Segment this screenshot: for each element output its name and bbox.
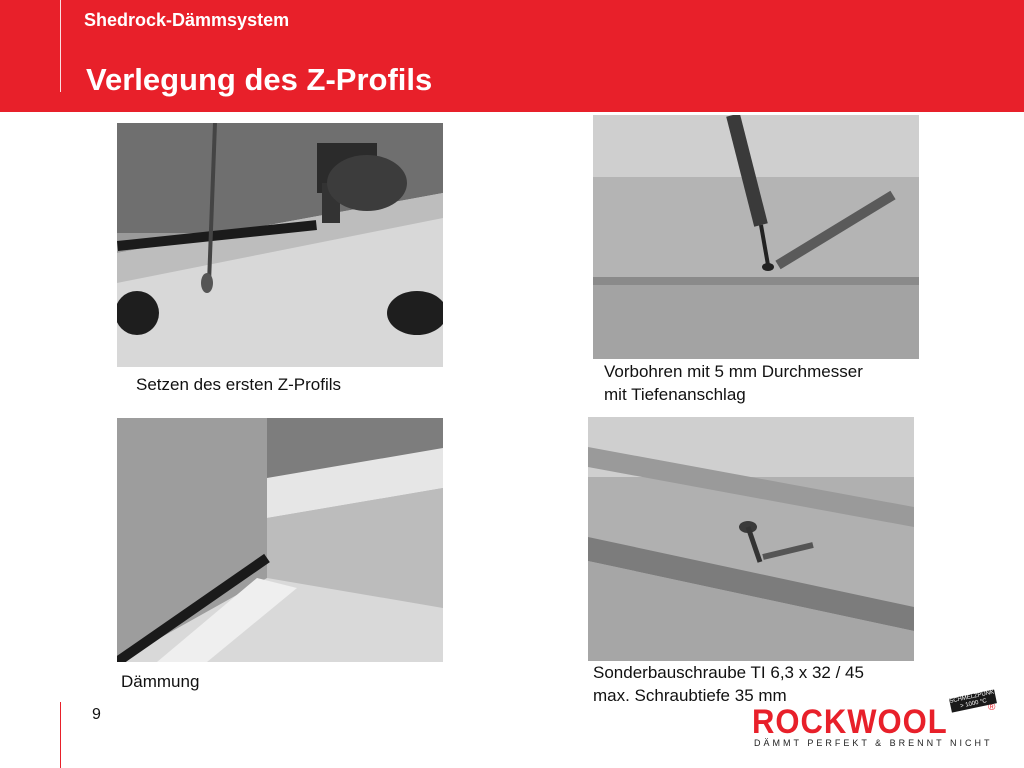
photo-setting-z-profile — [117, 123, 443, 367]
caption-pre-drilling — [604, 360, 863, 406]
slide-title: Verlegung des Z-Profils — [86, 62, 433, 97]
caption-line: Setzen des ersten Z-Profils — [136, 375, 342, 394]
photo-special-screw — [588, 417, 914, 661]
rockwool-logo — [752, 688, 1002, 754]
registered-mark: ® — [988, 702, 996, 713]
slide-subtitle: Shedrock-Dämmsystem — [84, 10, 290, 30]
melting-point-badge: SCHMELZPUNKT > 1000 °C — [949, 689, 997, 712]
footer-divider — [60, 702, 61, 768]
caption-line: Sonderbauschraube TI 6,3 x 32 / 45 — [593, 663, 864, 682]
photo-insulation — [117, 418, 443, 662]
caption-line: Dämmung — [121, 672, 200, 691]
photo-pre-drilling — [593, 115, 919, 359]
caption-insulation — [121, 670, 199, 693]
header-band — [0, 0, 1024, 112]
caption-line: Vorbohren mit 5 mm Durchmesser — [604, 362, 863, 381]
logo-tagline: DÄMMT PERFEKT & BRENNT NICHT — [754, 738, 993, 748]
page-number: 9 — [92, 706, 101, 723]
caption-line: mit Tiefenanschlag — [604, 385, 746, 404]
caption-line: max. Schraubtiefe 35 mm — [593, 686, 787, 705]
caption-setting-z-profile — [136, 373, 341, 396]
header-divider — [60, 0, 61, 92]
logo-wordmark: ROCKWOOL — [752, 702, 948, 741]
